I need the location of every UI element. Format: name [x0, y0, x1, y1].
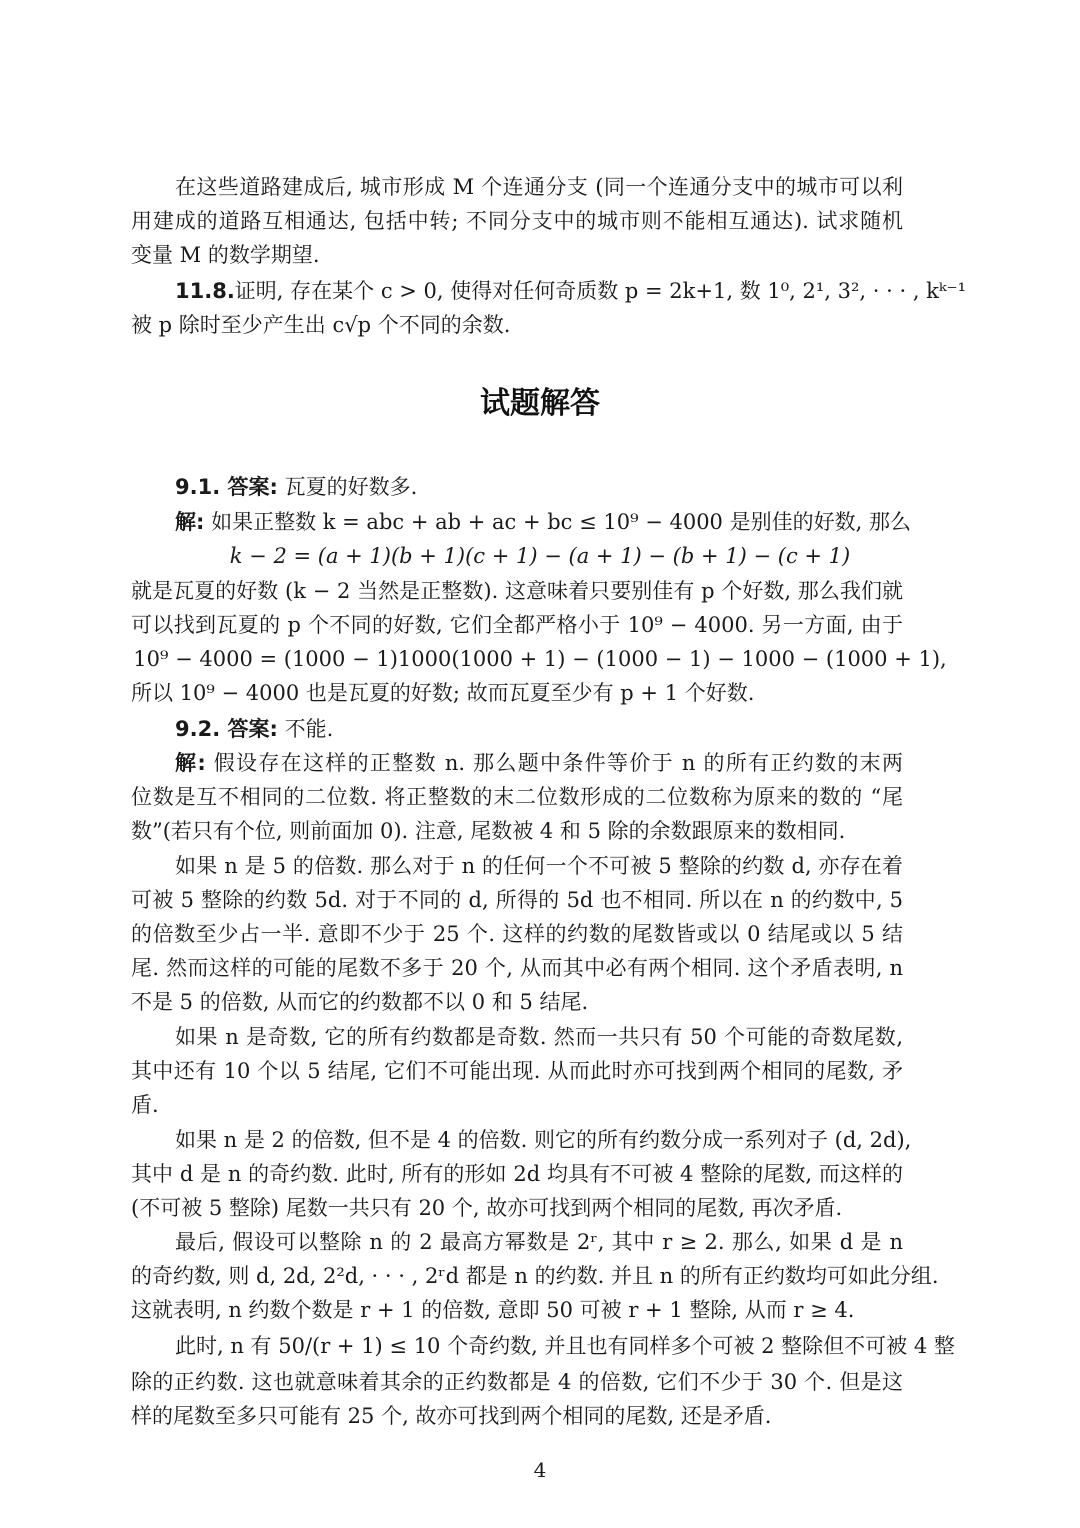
sol-9-1-jie: 解: [175, 510, 205, 534]
sol-9-2-answer: 不能. [277, 717, 334, 741]
sol-9-2-p6-line-2: 除的正约数. 这也就意味着其余的正约数都是 4 的倍数, 它们不少于 30 个. 但是这 [131, 1370, 903, 1394]
sol-9-2-p6-line-3: 样的尾数至多只可能有 25 个, 故亦可找到两个相同的尾数, 还是矛盾. [131, 1404, 772, 1428]
sol-9-2-p3-line-3: 盾. [131, 1093, 159, 1117]
sol-9-1-equation-2: 10⁹ − 4000 = (1000 − 1)1000(1000 + 1) − (1000 − 1) − 1000 − (1000 + 1), [133, 647, 947, 671]
sol-9-2-p3-line-1: 如果 n 是奇数, 它的所有约数都是奇数. 然而一共只有 50 个可能的奇数尾数, [175, 1025, 903, 1049]
problem-11-8-line-2: 被 p 除时至少产生出 c√p 个不同的余数. [131, 313, 511, 337]
sol-9-2-p1-line-2: 位数是互不相同的二位数. 将正整数的末二位数形成的二位数称为原来的数的 “尾 [131, 785, 903, 809]
sol-9-1-answer-line [175, 472, 903, 502]
sol-9-2-p1-text-1: 假设存在这样的正整数 n. 那么题中条件等价于 n 的所有正约数的末两 [205, 751, 903, 775]
prev-problem-line-3: 变量 M 的数学期望. [131, 243, 320, 267]
sol-9-2-jie: 解: [175, 751, 206, 775]
sol-9-2-answer-line [175, 714, 903, 744]
sol-9-2-p6-line-1: 此时, n 有 50/(r + 1) ≤ 10 个奇约数, 并且也有同样多个可被 2 整除但不可被 4 整 [175, 1334, 955, 1358]
sol-9-1-text-1: 如果正整数 k = abc + ab + ac + bc ≤ 10⁹ − 4000 是别佳的好数, 那么 [204, 510, 911, 534]
sol-9-1-line-2: 就是瓦夏的好数 (k − 2 当然是正整数). 这意味着只要别佳有 p 个好数, 那么我们就 [131, 579, 903, 603]
sol-9-2-p5-line-2: 的奇约数, 则 d, 2d, 2²d, · · · , 2ʳd 都是 n 的约数. 并且 n 的所有正约数均可如此分组. [131, 1264, 939, 1288]
sol-9-1-label: 9.1. 答案: [175, 475, 278, 499]
sol-9-2-label: 9.2. 答案: [175, 717, 278, 741]
sol-9-2-p2-line-4: 尾. 然而这样的可能的尾数不多于 20 个, 从而其中必有两个相同. 这个矛盾表明, n [131, 956, 903, 980]
sol-9-2-p5-line-3: 这就表明, n 约数个数是 r + 1 的倍数, 意即 50 可被 r + 1 整除, 从而 r ≥ 4. [131, 1298, 855, 1322]
sol-9-2-p2-line-3: 的倍数至少占一半. 意即不少于 25 个. 这样的约数的尾数皆或以 0 结尾或以 5 结 [131, 922, 903, 946]
sol-9-2-p2-line-2: 可被 5 整除的约数 5d. 对于不同的 d, 所得的 5d 也不相同. 所以在 n 的约数中, 5 [131, 888, 903, 912]
sol-9-1-line-1 [175, 507, 911, 537]
sol-9-1-line-3: 可以找到瓦夏的 p 个不同的好数, 它们全都严格小于 10⁹ − 4000. 另一方面, 由于 [131, 613, 903, 637]
prev-problem-line-2: 用建成的道路互相通达, 包括中转; 不同分支中的城市则不能相互通达). 试求随机 [131, 209, 903, 233]
problem-11-8-text-1: 证明, 存在某个 c > 0, 使得对任何奇质数 p = 2k+1, 数 1⁰, 2¹, 3², · · · , kᵏ⁻¹ [234, 279, 967, 303]
sol-9-2-p4-line-2: 其中 d 是 n 的奇约数. 此时, 所有的形如 2d 均具有不可被 4 整除的尾数, 而这样的 [131, 1162, 903, 1186]
sol-9-1-answer: 瓦夏的好数多. [277, 475, 418, 499]
sol-9-2-p5-line-1: 最后, 假设可以整除 n 的 2 最高方幂数是 2ʳ, 其中 r ≥ 2. 那么, 如果 d 是 n [175, 1230, 903, 1254]
problem-11-8-line-1 [175, 276, 967, 306]
prev-problem-line-1: 在这些道路建成后, 城市形成 M 个连通分支 (同一个连通分支中的城市可以利 [175, 175, 903, 199]
page-number: 4 [533, 1458, 547, 1482]
sol-9-1-line-4: 所以 10⁹ − 4000 也是瓦夏的好数; 故而瓦夏至少有 p + 1 个好数. [131, 681, 755, 705]
sol-9-2-p3-line-2: 其中还有 10 个以 5 结尾, 它们不可能出现. 从而此时亦可找到两个相同的尾数, 矛 [131, 1059, 903, 1083]
sol-9-2-p4-line-3: (不可被 5 整除) 尾数一共只有 20 个, 故亦可找到两个相同的尾数, 再次矛盾. [131, 1196, 843, 1220]
section-title: 试题解答 [480, 386, 600, 421]
sol-9-2-p1-line-1 [175, 748, 903, 778]
sol-9-2-p2-line-5: 不是 5 的倍数, 从而它的约数都不以 0 和 5 结尾. [131, 990, 589, 1014]
sol-9-2-p4-line-1: 如果 n 是 2 的倍数, 但不是 4 的倍数. 则它的所有约数分成一系列对子 (d, 2d), [175, 1128, 912, 1152]
sol-9-2-p1-line-3: 数”(若只有个位, 则前面加 0). 注意, 尾数被 4 和 5 除的余数跟原来的数相同. [131, 819, 846, 843]
problem-11-8-label: 11.8. [175, 279, 235, 303]
sol-9-2-p2-line-1: 如果 n 是 5 的倍数. 那么对于 n 的任何一个不可被 5 整除的约数 d, 亦存在着 [175, 854, 903, 878]
sol-9-1-equation-1: k − 2 = (a + 1)(b + 1)(c + 1) − (a + 1) − (b + 1) − (c + 1) [229, 544, 851, 568]
